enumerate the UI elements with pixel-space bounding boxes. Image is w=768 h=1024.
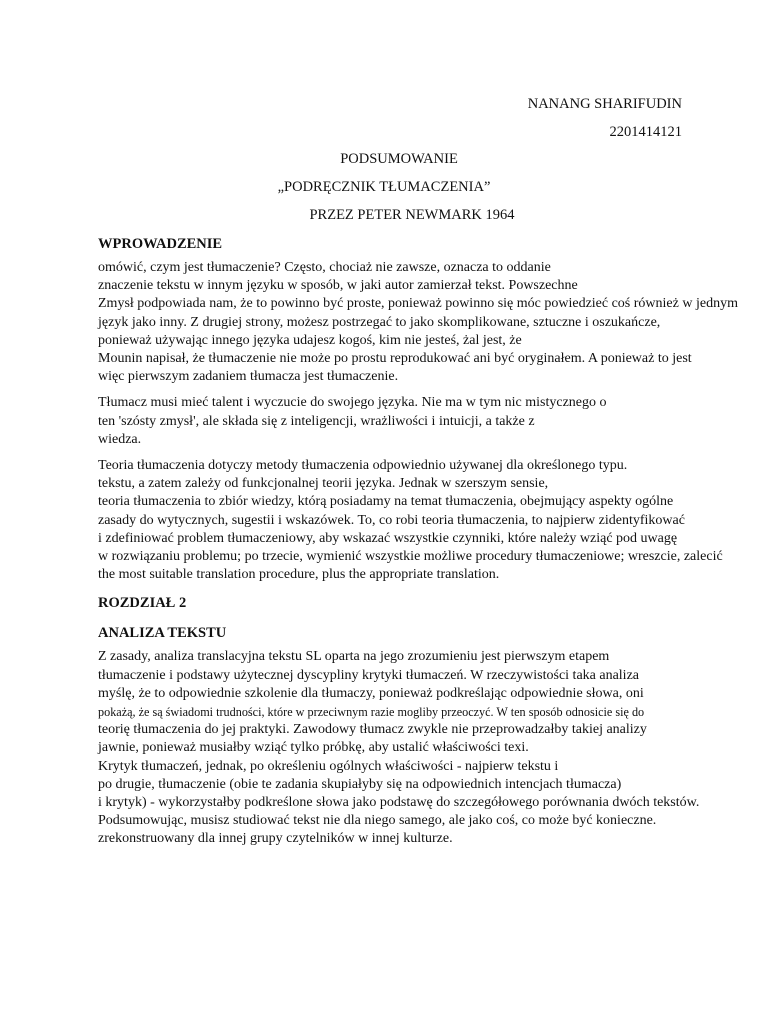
doc-title-book: „PODRĘCZNIK TŁUMACZENIA” xyxy=(277,179,491,195)
text-line: język jako inny. Z drugiej strony, możesz postrzegać to jako skomplikowane, sztuczne i oszukańcze, xyxy=(98,314,661,330)
doc-title-summary: PODSUMOWANIE xyxy=(340,151,458,167)
intro-paragraph-1 xyxy=(98,259,766,386)
text-line: Tłumacz musi mieć talent i wyczucie do swojego języka. Nie ma w tym nic mistycznego o xyxy=(98,395,607,411)
text-line: Podsumowując, musisz studiować tekst nie dla niego samego, ale jako coś, co może być konieczne. xyxy=(98,813,657,829)
text-line: zasady do wytycznych, sugestii i wskazówek. To, co robi teoria tłumaczenia, to najpierw zidentyfikować xyxy=(98,512,685,528)
text-line: teorię tłumaczenia do jej praktyki. Zawodowy tłumacz zwykle nie przeprowadzałby takiej analizy xyxy=(98,722,647,738)
text-line: Teoria tłumaczenia dotyczy metody tłumaczenia odpowiednio używanej dla określonego typu. xyxy=(98,458,628,474)
text-line: Krytyk tłumaczeń, jednak, po określeniu ogólnych właściwości - najpierw tekstu i xyxy=(98,758,559,774)
text-line: ten 'szósty zmysł', ale składa się z inteligencji, wrażliwości i intuicji, a także z xyxy=(98,413,535,429)
analysis-paragraph xyxy=(98,648,766,848)
text-line: znaczenie tekstu w innym języku w sposób, w jaki autor zamierzał tekst. Powszechne xyxy=(98,278,578,294)
intro-paragraph-3 xyxy=(98,457,766,584)
text-line: the most suitable translation procedure, plus the appropriate translation. xyxy=(98,567,500,583)
text-line: Mounin napisał, że tłumaczenie nie może po prostu reprodukować ani być oryginałem. A ponieważ to jest xyxy=(98,351,692,367)
text-line: po drugie, tłumaczenie (obie te zadania skupiałyby się na odpowiednich intencjach tłumacza) xyxy=(98,776,622,792)
section-heading-text-analysis: ANALIZA TEKSTU xyxy=(98,625,227,642)
text-line: i zdefiniować problem tłumaczeniowy, aby wskazać wszystkie czynniki, które należy wziąć pod uwagę xyxy=(98,530,678,546)
text-line: zrekonstruowany dla innej grupy czytelników w innej kulturze. xyxy=(98,831,453,847)
text-line: Z zasady, analiza translacyjna tekstu SL oparta na jego zrozumieniu jest pierwszym etapem xyxy=(98,649,610,665)
text-line: ponieważ używając innego języka udajesz kogoś, kim nie jesteś, żal jest, że xyxy=(98,332,522,348)
text-line: teoria tłumaczenia to zbiór wiedzy, którą posiadamy na temat tłumaczenia, obejmujący aspekty ogólne xyxy=(98,494,674,510)
author-name: NANANG SHARIFUDIN xyxy=(527,96,682,112)
text-line: wiedza. xyxy=(98,431,142,447)
document-body xyxy=(98,235,766,857)
chapter-heading: ROZDZIAŁ 2 xyxy=(98,595,187,612)
text-line: w rozwiązaniu problemu; po trzecie, wymienić wszystkie możliwe procedury tłumaczeniowe; wreszcie, zalecić xyxy=(98,549,723,565)
text-line: pokażą, że są świadomi trudności, które w przeciwnym razie mogliby przeoczyć. W ten sposób odnosicie się do xyxy=(98,705,645,720)
text-line: i krytyk) - wykorzystałby podkreślone słowa jako podstawę do szczegółowego porównania dwóch tekstów. xyxy=(98,795,700,811)
text-line: jawnie, ponieważ musiałby wziąć tylko próbkę, aby ustalić właściwości texi. xyxy=(98,740,529,756)
text-line: tekstu, a zatem zależy od funkcjonalnej teorii języka. Jednak w szerszym sensie, xyxy=(98,476,549,492)
text-line: tłumaczenie i podstawy użytecznej dyscypliny krytyki tłumaczeń. W rzeczywistości taka analiza xyxy=(98,667,640,683)
text-line: myślę, że to odpowiednie szkolenie dla tłumaczy, ponieważ podkreślając odpowiednie słowa, oni xyxy=(98,685,644,701)
text-line: omówić, czym jest tłumaczenie? Często, chociaż nie zawsze, oznacza to oddanie xyxy=(98,260,551,275)
student-id: 2201414121 xyxy=(609,124,682,140)
text-line: więc pierwszym zadaniem tłumacza jest tłumaczenie. xyxy=(98,369,399,385)
doc-title-author: PRZEZ PETER NEWMARK 1964 xyxy=(309,207,515,223)
text-line: Zmysł podpowiada nam, że to powinno być proste, ponieważ powinno się móc powiedzieć coś również w jednym xyxy=(98,296,738,312)
intro-paragraph-2 xyxy=(98,394,766,449)
section-heading-introduction: WPROWADZENIE xyxy=(98,236,223,252)
